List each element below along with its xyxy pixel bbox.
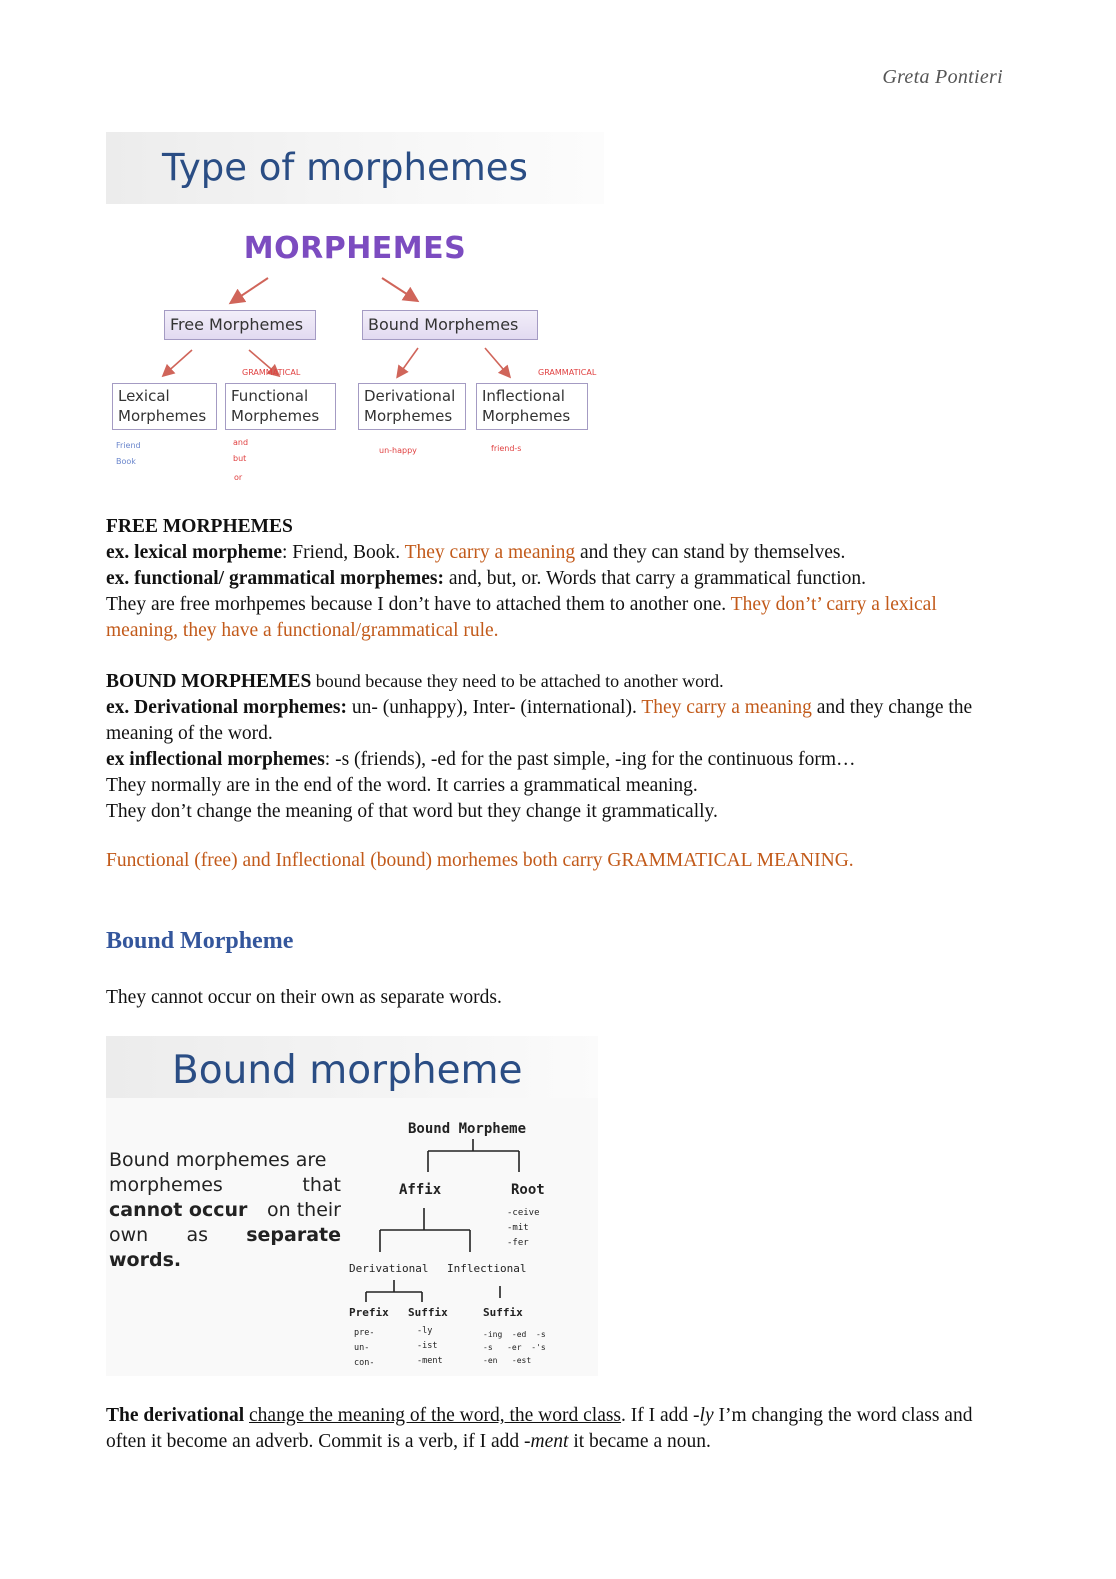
root-node: Root xyxy=(511,1182,545,1198)
functional-example: or xyxy=(234,473,243,482)
inflectional-text: : -s (friends), -ed for the past simple, -ing for the continuous form… xyxy=(324,749,856,770)
lexical-line-2: Morphemes xyxy=(118,407,207,425)
prefix-node: Prefix xyxy=(349,1306,389,1319)
diagram-title: Type of morphemes xyxy=(162,146,528,189)
derivational-rest: and they change the meaning of the word. xyxy=(106,697,973,744)
grammatical-change-line: They don’t change the meaning of that word but they change it grammatically. xyxy=(106,801,718,822)
infl-row: -ing -ed -s xyxy=(483,1330,546,1339)
infl-row: -s -er -'s xyxy=(483,1343,546,1352)
root-examples: -ceive -mit -fer xyxy=(507,1208,540,1248)
derivational-text: un- (unhappy), Inter- (international). xyxy=(347,697,642,718)
free-morphemes-node: Free Morphemes xyxy=(164,310,316,340)
free-reason-highlight: They don’t’ carry a lexical meaning, they have a functional/grammatical rule. xyxy=(106,594,937,641)
inflectional-line-2: Morphemes xyxy=(482,407,571,425)
bound-morphemes-node: Bound Morphemes xyxy=(362,310,538,340)
free-heading: FREE MORPHEMES xyxy=(106,516,293,537)
derivational-example: un-happy xyxy=(379,446,417,455)
morpheme-types-diagram xyxy=(106,132,604,488)
bound-heading: BOUND MORPHEMES xyxy=(106,671,312,692)
free-morphemes-section xyxy=(106,514,1006,644)
grammatical-tag-functional: GRAMMATICAL xyxy=(242,368,301,377)
grammatical-tag-inflectional: GRAMMATICAL xyxy=(538,368,597,377)
derivational-explanation: The derivational change the meaning of the word, the word class. If I add -ly I’m changing the word class and often it become an adverb. Commit is a verb, if I add -ment it became a noun. xyxy=(106,1405,973,1452)
definition-line: words. xyxy=(109,1249,182,1271)
derivational-suffix-node: Suffix xyxy=(408,1306,448,1319)
definition-line: Bound morphemes are xyxy=(109,1149,327,1171)
functional-text: and, but, or. Words that carry a grammatical function. xyxy=(443,568,867,589)
functional-line-2: Morphemes xyxy=(231,407,320,425)
lexical-rest: and they can stand by themselves. xyxy=(575,542,846,563)
tree-root-node: Bound Morpheme xyxy=(408,1121,527,1137)
bound-heading-rest: bound because they need to be attached to another word. xyxy=(311,671,724,691)
inflectional-examples xyxy=(483,1328,546,1367)
definition-line: morphemes that xyxy=(109,1174,341,1196)
infl-row: -en -est xyxy=(483,1356,532,1365)
prefix-examples: pre- un- con- xyxy=(354,1328,375,1368)
definition-line: cannot occur on their xyxy=(109,1199,341,1221)
inflectional-line-1: Inflectional xyxy=(482,387,565,405)
inflectional-morphemes-node xyxy=(476,383,588,430)
lexical-example: Book xyxy=(116,457,136,466)
bound-intro: They cannot occur on their own as separate words. xyxy=(106,987,502,1008)
lexical-text: : Friend, Book. xyxy=(282,542,405,563)
end-of-word-line: They normally are in the end of the word. It carries a grammatical meaning. xyxy=(106,775,698,796)
lexical-line-1: Lexical xyxy=(118,387,170,405)
functional-morphemes-node xyxy=(225,383,336,430)
lexical-morphemes-node xyxy=(112,383,217,430)
lexical-highlight: They carry a meaning xyxy=(404,542,576,563)
inflectional-label: ex inflectional morphemes xyxy=(106,749,325,770)
bound-morpheme-diagram xyxy=(106,1036,598,1376)
functional-example: but xyxy=(233,454,247,463)
derivational-morphemes-node xyxy=(358,383,466,430)
derivational-bold: The derivational xyxy=(106,1405,245,1426)
functional-example: and xyxy=(233,438,249,447)
derivational-line-1: Derivational xyxy=(364,387,456,405)
root-node: MORPHEMES xyxy=(243,231,467,266)
derivational-underline: change the meaning of the word, the word class xyxy=(249,1405,622,1426)
inflectional-node: Inflectional xyxy=(447,1262,527,1275)
lexical-example: Friend xyxy=(116,441,141,450)
author-name: Greta Pontieri xyxy=(882,66,1003,88)
derivational-node: Derivational xyxy=(349,1262,429,1275)
free-reason: They are free morhpemes because I don’t have to attached them to another one. xyxy=(106,594,731,615)
bound-morpheme-heading: Bound Morpheme xyxy=(106,928,294,954)
lexical-label: ex. lexical morpheme xyxy=(106,542,282,563)
derivational-line-2: Morphemes xyxy=(364,407,453,425)
functional-label: ex. functional/ grammatical morphemes: xyxy=(106,568,444,589)
affix-node: Affix xyxy=(399,1182,442,1198)
inflectional-example: friend-s xyxy=(491,444,522,453)
definition-line: own as separate xyxy=(109,1224,341,1246)
diagram-title: Bound morpheme xyxy=(172,1048,523,1093)
inflectional-suffix-node: Suffix xyxy=(483,1306,523,1319)
bound-morphemes-section xyxy=(106,668,1006,825)
functional-line-1: Functional xyxy=(231,387,309,405)
grammatical-meaning-note: Functional (free) and Inflectional (bound) morhemes both carry GRAMMATICAL MEANING. xyxy=(106,850,854,871)
derivational-label: ex. Derivational morphemes: xyxy=(106,697,347,718)
suffix-examples: -ly -ist -ment xyxy=(417,1326,443,1366)
derivational-highlight: They carry a meaning xyxy=(641,697,812,718)
